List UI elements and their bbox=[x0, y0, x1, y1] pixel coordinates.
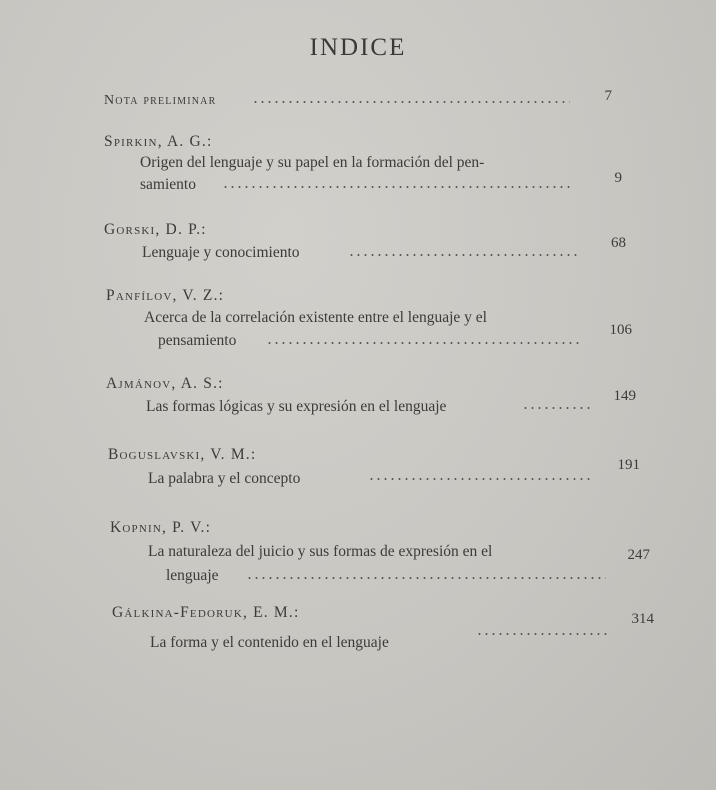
leader-dots bbox=[266, 342, 580, 344]
leader-dots bbox=[476, 633, 610, 635]
leader-dots bbox=[522, 407, 592, 409]
toc-page-number: 314 bbox=[631, 611, 654, 627]
toc-page-number: 247 bbox=[627, 547, 650, 563]
toc-page-number: 149 bbox=[613, 388, 636, 404]
toc-work-title: Acerca de la correlación existente entre el lenguaje y el bbox=[144, 309, 487, 326]
leader-dots bbox=[368, 478, 592, 480]
toc-page-number: 106 bbox=[609, 322, 632, 338]
toc-page-number: 68 bbox=[611, 235, 626, 251]
toc-author-galkina-fedoruk: Gálkina-Fedoruk, E. M.: bbox=[112, 604, 300, 621]
toc-author-panfilov: Panfílov, V. Z.: bbox=[106, 287, 225, 304]
toc-author-kopnin: Kopnin, P. V.: bbox=[110, 519, 212, 536]
toc-page-number: 191 bbox=[617, 457, 640, 473]
leader-dots bbox=[222, 186, 574, 188]
toc-author-ajmanov: Ajmánov, A. S.: bbox=[106, 375, 224, 392]
toc-work-title-continuation: pensamiento bbox=[158, 332, 237, 349]
leader-dots bbox=[246, 577, 606, 579]
toc-page-number: 9 bbox=[614, 170, 622, 186]
toc-work-title: Lenguaje y conocimiento bbox=[142, 244, 300, 261]
toc-work-title-continuation: lenguaje bbox=[166, 567, 219, 584]
toc-heading-nota-preliminar: Nota preliminar bbox=[104, 93, 217, 108]
toc-page-number: 7 bbox=[604, 88, 612, 104]
toc-work-title: Origen del lenguaje y su papel en la formación del pen- bbox=[140, 154, 485, 171]
toc-author-spirkin: Spirkin, A. G.: bbox=[104, 133, 213, 150]
toc-author-gorski: Gorski, D. P.: bbox=[104, 221, 207, 238]
leader-dots bbox=[252, 101, 570, 103]
page-title: INDICE bbox=[309, 34, 407, 61]
toc-work-title: La naturaleza del juicio y sus formas de expresión en el bbox=[148, 543, 493, 560]
toc-work-title: Las formas lógicas y su expresión en el lenguaje bbox=[146, 398, 447, 415]
leader-dots bbox=[348, 254, 578, 256]
toc-work-title-continuation: samiento bbox=[140, 176, 196, 193]
toc-work-title: La forma y el contenido en el lenguaje bbox=[150, 634, 389, 651]
toc-work-title: La palabra y el concepto bbox=[148, 470, 301, 487]
toc-author-boguslavski: Boguslavski, V. M.: bbox=[108, 446, 257, 463]
